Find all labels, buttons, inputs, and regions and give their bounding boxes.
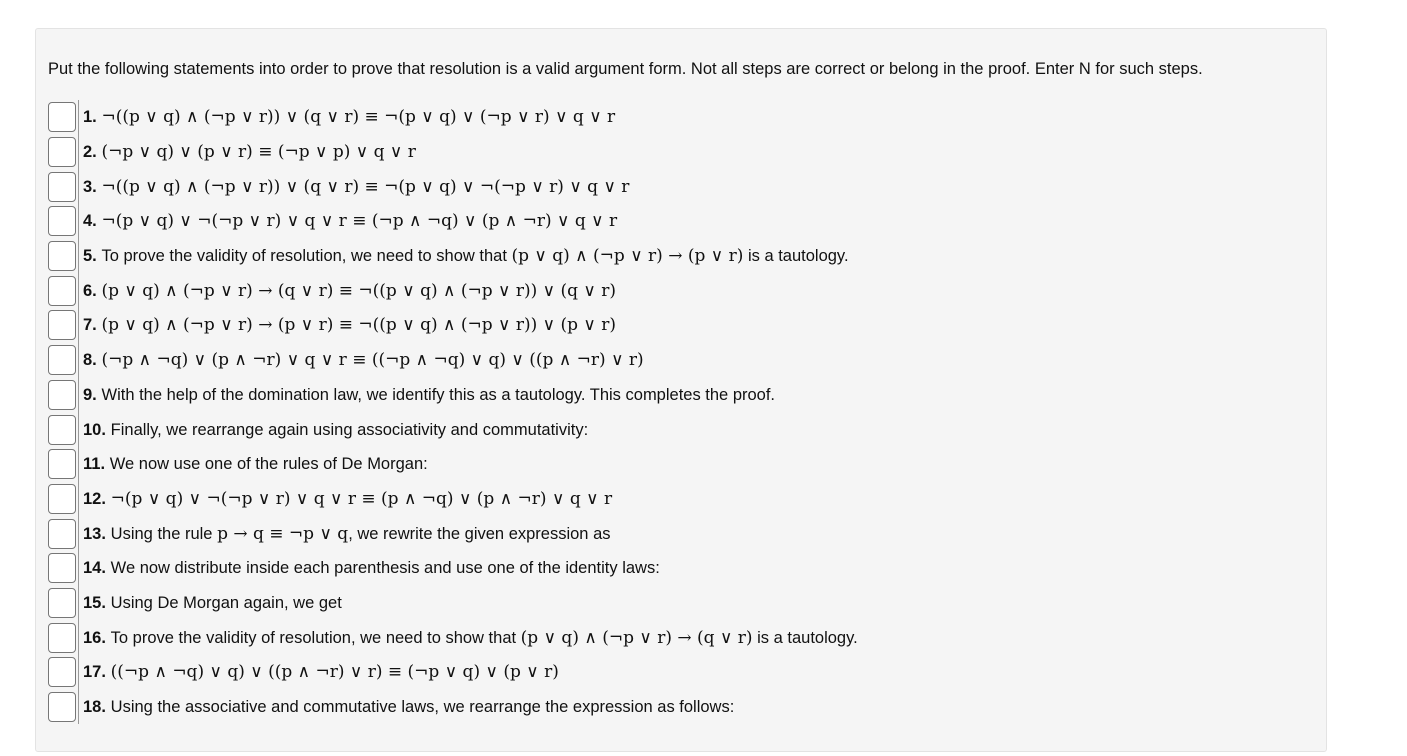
statement-number: 14. [83, 559, 106, 578]
statement-number: 13. [83, 524, 106, 543]
statement-row [48, 620, 858, 655]
row-divider [78, 273, 79, 308]
statement-row [48, 482, 858, 517]
statement-math: ¬((p ∨ q) ∧ (¬p ∨ r)) ∨ (q ∨ r) ≡ ¬(p ∨ q) ∨ (¬p ∨ r) ∨ q ∨ r [101, 107, 616, 128]
statement-row [48, 447, 858, 482]
statement-text: To prove the validity of resolution, we need to show that [110, 628, 521, 647]
statement-content [83, 280, 616, 302]
statement-number: 17. [83, 663, 106, 682]
statement-row [48, 169, 858, 204]
statement-content [83, 106, 615, 128]
statement-text: With the help of the domination law, we identify this as a tautology. This completes the proof. [101, 385, 776, 404]
statement-math: p → q ≡ ¬p ∨ q [217, 523, 349, 544]
row-divider [78, 378, 79, 413]
statement-math: (p ∨ q) ∧ (¬p ∨ r) → (q ∨ r) ≡ ¬((p ∨ q) ∧ (¬p ∨ r)) ∨ (q ∨ r) [101, 280, 617, 301]
order-input-17[interactable] [48, 657, 76, 687]
row-divider [78, 412, 79, 447]
statement-content [83, 557, 660, 579]
statement-row [48, 412, 858, 447]
statement-row [48, 204, 858, 239]
row-divider [78, 100, 79, 135]
order-input-14[interactable] [48, 553, 76, 583]
statement-math: ¬(p ∨ q) ∨ ¬(¬p ∨ r) ∨ q ∨ r ≡ (p ∧ ¬q) ∨ (p ∧ ¬r) ∨ q ∨ r [110, 488, 613, 509]
statement-text: , we rewrite the given expression as [348, 524, 611, 543]
statement-content [83, 696, 734, 718]
statement-text: Using De Morgan again, we get [110, 593, 342, 612]
statement-content [83, 453, 428, 475]
statement-number: 16. [83, 628, 106, 647]
statement-content [83, 245, 849, 267]
order-input-9[interactable] [48, 380, 76, 410]
order-input-6[interactable] [48, 276, 76, 306]
statement-content [83, 661, 559, 683]
statement-number: 5. [83, 247, 97, 266]
statement-text: is a tautology. [752, 628, 858, 647]
statement-number: 6. [83, 281, 97, 300]
statement-number: 12. [83, 489, 106, 508]
row-divider [78, 551, 79, 586]
statement-row [48, 586, 858, 621]
statement-content [83, 384, 775, 406]
statement-number: 15. [83, 593, 106, 612]
row-divider [78, 690, 79, 725]
statement-text: Using the rule [110, 524, 218, 543]
row-divider [78, 586, 79, 621]
row-divider [78, 516, 79, 551]
row-divider [78, 204, 79, 239]
order-input-1[interactable] [48, 102, 76, 132]
statement-row [48, 308, 858, 343]
statement-row [48, 655, 858, 690]
instructions-text: Put the following statements into order to prove that resolution is a valid argument form. Not all steps are correct or belong in the proof. Enter N for such steps. [48, 60, 1203, 78]
row-divider [78, 343, 79, 378]
statement-content [83, 141, 416, 163]
statement-math: ((¬p ∧ ¬q) ∨ q) ∨ ((p ∧ ¬r) ∨ r) ≡ (¬p ∨ q) ∨ (p ∨ r) [110, 662, 559, 683]
order-input-3[interactable] [48, 172, 76, 202]
row-divider [78, 482, 79, 517]
statement-content [83, 314, 616, 336]
statement-content [83, 627, 858, 649]
statement-content [83, 523, 611, 545]
statement-text: Finally, we rearrange again using associativity and commutativity: [110, 420, 589, 439]
order-input-5[interactable] [48, 241, 76, 271]
statement-number: 10. [83, 420, 106, 439]
statement-text: We now distribute inside each parenthesis and use one of the identity laws: [110, 559, 660, 578]
order-input-18[interactable] [48, 692, 76, 722]
statement-number: 4. [83, 212, 97, 231]
statement-number: 3. [83, 177, 97, 196]
statement-row [48, 100, 858, 135]
row-divider [78, 447, 79, 482]
statement-content [83, 210, 617, 232]
row-divider [78, 169, 79, 204]
statement-row [48, 378, 858, 413]
statement-number: 11. [83, 455, 106, 474]
order-input-16[interactable] [48, 623, 76, 653]
question-panel [35, 28, 1327, 752]
statement-content [83, 419, 588, 441]
statement-math: (p ∨ q) ∧ (¬p ∨ r) → (q ∨ r) [520, 627, 753, 648]
order-input-7[interactable] [48, 310, 76, 340]
statement-list [48, 100, 858, 724]
statement-number: 2. [83, 143, 97, 162]
statement-row [48, 690, 858, 725]
row-divider [78, 655, 79, 690]
statement-number: 8. [83, 351, 97, 370]
statement-number: 1. [83, 108, 97, 127]
statement-row [48, 343, 858, 378]
statement-math: (p ∨ q) ∧ (¬p ∨ r) → (p ∨ r) ≡ ¬((p ∨ q) ∧ (¬p ∨ r)) ∨ (p ∨ r) [101, 315, 617, 336]
statement-content [83, 488, 612, 510]
statement-row [48, 551, 858, 586]
order-input-10[interactable] [48, 415, 76, 445]
order-input-13[interactable] [48, 519, 76, 549]
statement-text: Using the associative and commutative laws, we rearrange the expression as follows: [110, 698, 735, 717]
order-input-4[interactable] [48, 206, 76, 236]
statement-row [48, 135, 858, 170]
statement-content [83, 176, 629, 198]
statement-row [48, 273, 858, 308]
statement-number: 9. [83, 385, 97, 404]
row-divider [78, 308, 79, 343]
order-input-15[interactable] [48, 588, 76, 618]
statement-math: (¬p ∨ q) ∨ (p ∨ r) ≡ (¬p ∨ p) ∨ q ∨ r [101, 142, 416, 163]
row-divider [78, 239, 79, 274]
statement-content [83, 592, 342, 614]
statement-math: ¬((p ∨ q) ∧ (¬p ∨ r)) ∨ (q ∨ r) ≡ ¬(p ∨ q) ∨ ¬(¬p ∨ r) ∨ q ∨ r [101, 176, 630, 197]
statement-number: 7. [83, 316, 97, 335]
statement-math: (p ∨ q) ∧ (¬p ∨ r) → (p ∨ r) [511, 246, 744, 267]
statement-text: To prove the validity of resolution, we need to show that [101, 247, 512, 266]
statement-content [83, 349, 644, 371]
order-input-8[interactable] [48, 345, 76, 375]
order-input-12[interactable] [48, 484, 76, 514]
statement-text: We now use one of the rules of De Morgan: [109, 455, 428, 474]
order-input-2[interactable] [48, 137, 76, 167]
statement-math: (¬p ∧ ¬q) ∨ (p ∧ ¬r) ∨ q ∨ r ≡ ((¬p ∧ ¬q) ∨ q) ∨ ((p ∧ ¬r) ∨ r) [101, 350, 644, 371]
statement-math: ¬(p ∨ q) ∨ ¬(¬p ∨ r) ∨ q ∨ r ≡ (¬p ∧ ¬q) ∨ (p ∧ ¬r) ∨ q ∨ r [101, 211, 618, 232]
statement-row [48, 516, 858, 551]
order-input-11[interactable] [48, 449, 76, 479]
row-divider [78, 620, 79, 655]
row-divider [78, 135, 79, 170]
statement-text: is a tautology. [743, 247, 849, 266]
statement-number: 18. [83, 698, 106, 717]
statement-row [48, 239, 858, 274]
